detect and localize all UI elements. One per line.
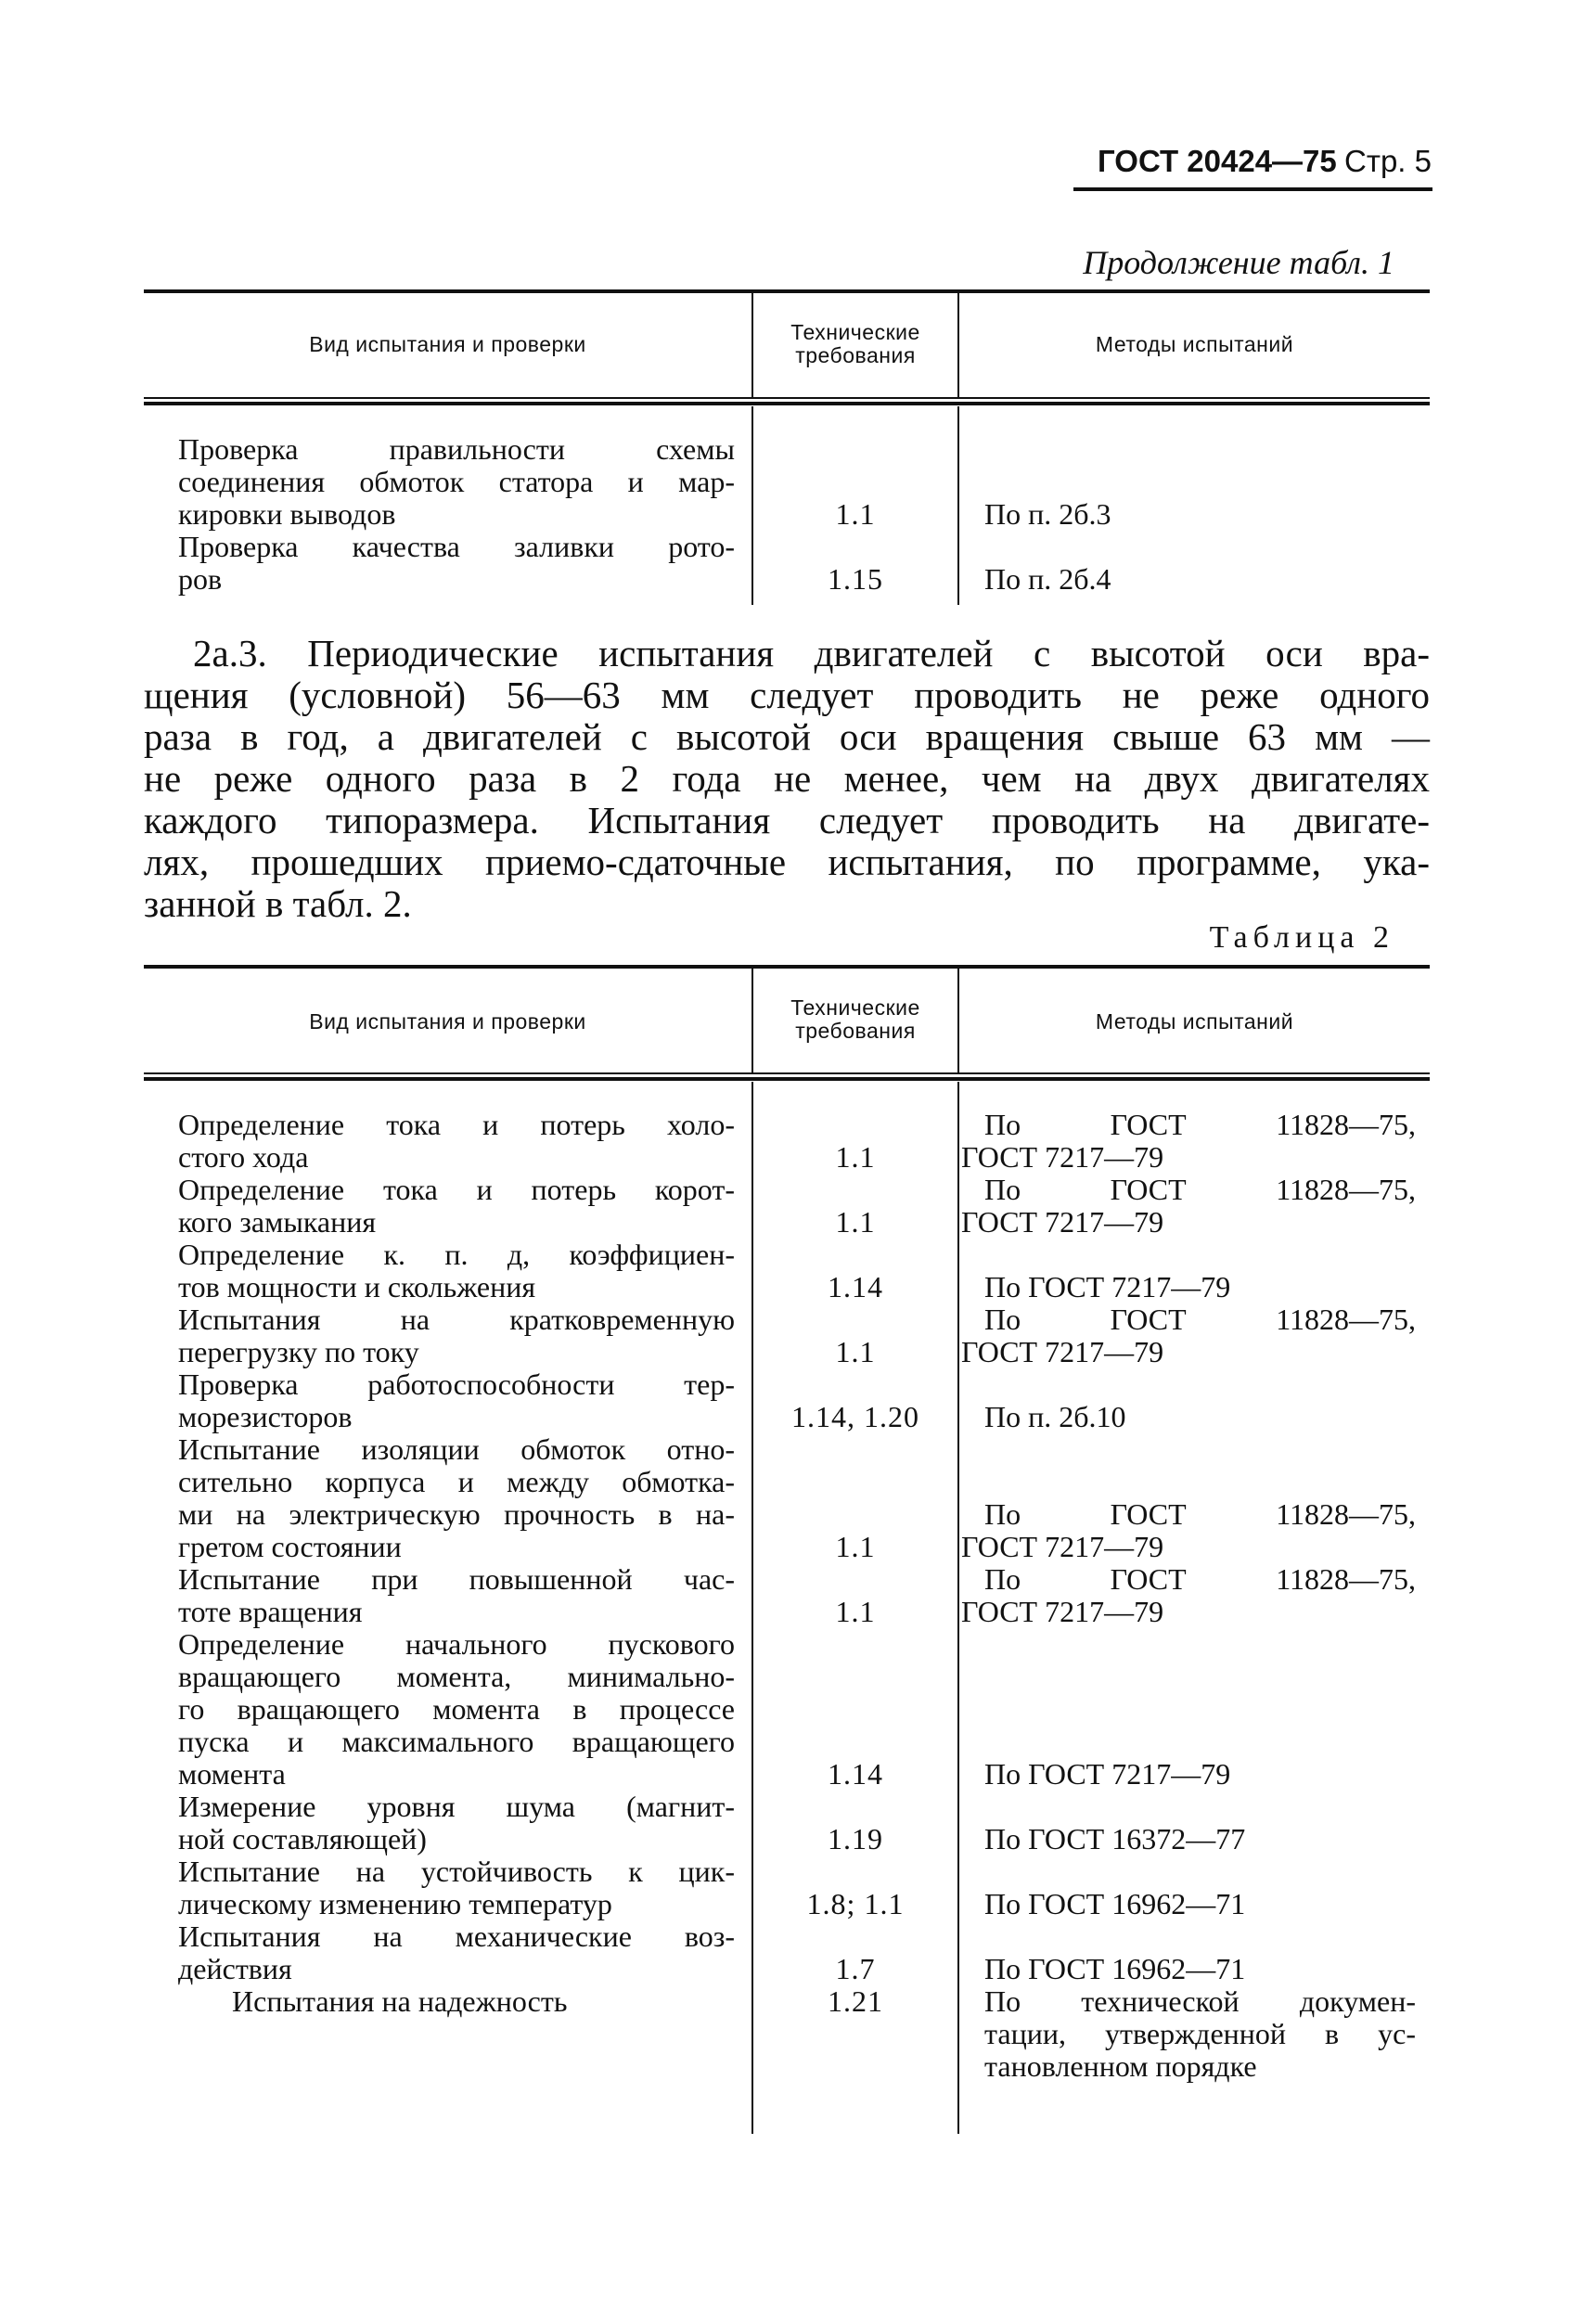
test-name: Измерение уровня шума (магнит- <box>178 1790 735 1823</box>
clause-2a3 <box>144 633 1430 925</box>
test-method: По ГОСТ 11828—75, <box>984 1497 1416 1531</box>
test-name: Определение начального пускового <box>178 1627 735 1661</box>
test-method: По п. 2б.4 <box>984 562 1111 596</box>
test-method: ГОСТ 7217—79 <box>961 1140 1164 1174</box>
test-name: Определение к. п. д, коэффициен- <box>178 1238 735 1271</box>
test-name: Проверка качества заливки рото- <box>178 530 735 563</box>
paragraph-line: лях, прошедших приемо-сдаточные испытания, по программе, ука- <box>144 841 1430 883</box>
standard-code: ГОСТ 20424—75 <box>1098 144 1337 178</box>
test-name: Испытание изоляции обмоток отно- <box>178 1432 735 1466</box>
header-requirements: Технические требования <box>790 320 920 367</box>
requirement-ref: 1.1 <box>835 1205 876 1239</box>
test-method: По технической докумен- <box>984 1984 1416 2018</box>
test-method: ГОСТ 7217—79 <box>961 1595 1164 1628</box>
test-method: По ГОСТ 7217—79 <box>984 1270 1231 1303</box>
test-method: По ГОСТ 16962—71 <box>984 1887 1246 1920</box>
requirement-ref: 1.14 <box>828 1757 883 1791</box>
test-name: Испытание при повышенной час- <box>178 1562 735 1596</box>
column-divider <box>957 1082 959 2134</box>
header-rule <box>144 397 1430 399</box>
test-name: момента <box>178 1757 286 1791</box>
test-name: Определение тока и потерь холо- <box>178 1108 735 1141</box>
test-name: ной составляющей) <box>178 1822 427 1855</box>
paragraph-line: занной в табл. 2. <box>144 882 412 925</box>
table-1 <box>144 289 1430 605</box>
requirement-ref: 1.21 <box>828 1984 883 2018</box>
column-divider <box>957 406 959 605</box>
test-method: По ГОСТ 16372—77 <box>984 1822 1246 1855</box>
test-method: По п. 2б.3 <box>984 497 1111 531</box>
table-top-rule <box>144 289 1430 293</box>
test-name: гретом состоянии <box>178 1530 402 1563</box>
requirement-ref: 1.15 <box>828 562 883 596</box>
paragraph-line: 2а.3. Периодические испытания двигателей с высотой оси вра- <box>193 632 1430 674</box>
requirement-ref: 1.1 <box>835 1595 876 1628</box>
test-method: По ГОСТ 11828—75, <box>984 1108 1416 1141</box>
header-requirements: Технические требования <box>790 995 920 1043</box>
requirement-ref: 1.7 <box>835 1952 876 1985</box>
test-method: По ГОСТ 11828—75, <box>984 1173 1416 1206</box>
test-name: вращающего момента, минимально- <box>178 1660 735 1693</box>
test-method: ГОСТ 7217—79 <box>961 1205 1164 1239</box>
requirement-ref: 1.1 <box>835 1530 876 1563</box>
test-method: тации, утвержденной в ус- <box>984 2017 1416 2050</box>
page-header <box>1098 144 1432 180</box>
paragraph-line: раза в год, а двигателей с высотой оси вращения свыше 63 мм — <box>144 715 1430 758</box>
test-name: морезисторов <box>178 1400 353 1433</box>
test-name: лическому изменению температур <box>178 1887 612 1920</box>
requirement-ref: 1.1 <box>835 1140 876 1174</box>
header-rule <box>144 402 1430 405</box>
test-name: стого хода <box>178 1140 309 1174</box>
header-rule <box>1073 187 1432 191</box>
test-name: кого замыкания <box>178 1205 377 1239</box>
test-name: кировки выводов <box>178 497 396 531</box>
requirement-ref: 1.1 <box>835 1335 876 1368</box>
test-name: Определение тока и потерь корот- <box>178 1173 735 1206</box>
header-rule <box>144 1072 1430 1074</box>
test-name: действия <box>178 1952 292 1985</box>
continuation-caption: Продолжение табл. 1 <box>1083 244 1394 281</box>
test-name: го вращающего момента в процессе <box>178 1692 735 1726</box>
test-name: пуска и максимального вращающего <box>178 1725 735 1758</box>
test-method: ГОСТ 7217—79 <box>961 1335 1164 1368</box>
test-name: сительно корпуса и между обмотка- <box>178 1465 735 1498</box>
table-top-rule <box>144 965 1430 969</box>
table-2-caption: Таблица 2 <box>1209 920 1394 955</box>
header-test-methods: Методы испытаний <box>1095 1009 1294 1034</box>
header-rule <box>144 1077 1430 1081</box>
requirement-ref: 1.14, 1.20 <box>791 1400 919 1433</box>
test-name: Испытания на надежность <box>232 1984 568 2018</box>
header-test-type: Вид испытания и проверки <box>309 332 586 356</box>
test-name: перегрузку по току <box>178 1335 419 1368</box>
test-method: По ГОСТ 11828—75, <box>984 1562 1416 1596</box>
test-name: Проверка правильности схемы <box>178 432 735 466</box>
test-name: тоте вращения <box>178 1595 363 1628</box>
header-test-type: Вид испытания и проверки <box>309 1009 586 1034</box>
page-number: Стр. 5 <box>1344 144 1432 178</box>
requirement-ref: 1.8; 1.1 <box>806 1887 905 1920</box>
test-method: По ГОСТ 16962—71 <box>984 1952 1246 1985</box>
test-method: ГОСТ 7217—79 <box>961 1530 1164 1563</box>
test-method: тановленном порядке <box>984 2049 1257 2083</box>
test-method: По ГОСТ 7217—79 <box>984 1757 1231 1791</box>
requirement-ref: 1.1 <box>835 497 876 531</box>
test-name: соединения обмоток статора и мар- <box>178 465 735 498</box>
test-name: ров <box>178 562 223 596</box>
test-method: По ГОСТ 11828—75, <box>984 1303 1416 1336</box>
test-name: Испытание на устойчивость к цик- <box>178 1855 735 1888</box>
test-name: Проверка работоспособности тер- <box>178 1367 735 1401</box>
test-method: По п. 2б.10 <box>984 1400 1126 1433</box>
test-name: тов мощности и скольжения <box>178 1270 536 1303</box>
requirement-ref: 1.19 <box>828 1822 883 1855</box>
header-test-methods: Методы испытаний <box>1095 332 1294 356</box>
test-name: ми на электрическую прочность в на- <box>178 1497 735 1531</box>
requirement-ref: 1.14 <box>828 1270 883 1303</box>
paragraph-line: не реже одного раза в 2 года не менее, чем на двух двигателях <box>144 757 1430 800</box>
test-name: Испытания на механические воз- <box>178 1920 735 1953</box>
paragraph-line: каждого типоразмера. Испытания следует проводить на двигате- <box>144 799 1430 841</box>
test-name: Испытания на кратковременную <box>178 1303 735 1336</box>
paragraph-line: щения (условной) 56—63 мм следует проводить не реже одного <box>144 674 1430 716</box>
table-2 <box>144 965 1430 2134</box>
